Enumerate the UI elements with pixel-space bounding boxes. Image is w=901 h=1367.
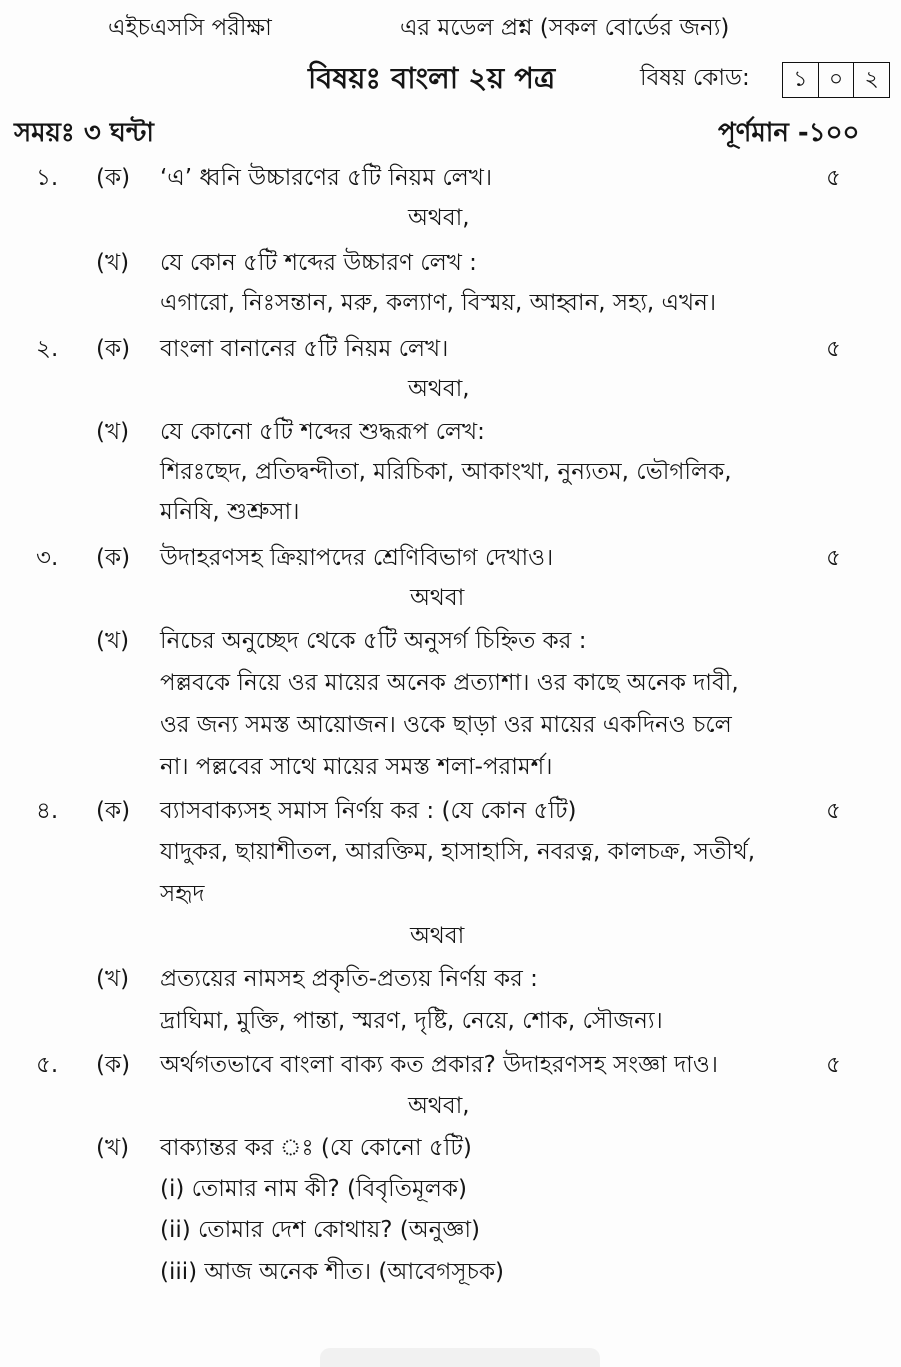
question-mark: ৫ [826, 545, 841, 571]
question-text: উদাহরণসহ ক্রিয়াপদের শ্রেণিবিভাগ দেখাও। [160, 545, 554, 571]
question-text: পল্লবকে নিয়ে ওর মায়ের অনেক প্রত্যাশা। ওর কাছে অনেক দাবী, [160, 670, 739, 696]
question-number: ৫. [36, 1052, 59, 1078]
option-label: (ক) [96, 1052, 131, 1078]
option-label: (খ) [96, 966, 130, 992]
option-label: (খ) [96, 250, 130, 276]
or-separator: অথবা [410, 585, 465, 611]
question-text: ‘এ’ ধ্বনি উচ্চারণের ৫টি নিয়ম লেখ। [160, 165, 493, 191]
exam-time: সময়ঃ ৩ ঘন্টা [14, 118, 154, 148]
exam-subtitle: এর মডেল প্রশ্ন (সকল বোর্ডের জন্য) [400, 15, 730, 41]
question-text: ওর জন্য সমস্ত আয়োজন। ওকে ছাড়া ওর মায়ের একদিনও চলে [160, 712, 732, 738]
question-text: অর্থগতভাবে বাংলা বাক্য কত প্রকার? উদাহরণসহ সংজ্ঞা দাও। [160, 1052, 718, 1078]
code-digit: ২ [864, 67, 879, 92]
question-text: দ্রাঘিমা, মুক্তি, পান্তা, স্মরণ, দৃষ্টি, নেয়ে, শোক, সৌজন্য। [160, 1008, 663, 1034]
option-label: (খ) [96, 419, 130, 445]
question-text: সহৃদ [160, 881, 205, 907]
question-text: এগারো, নিঃসন্তান, মরু, কল্যাণ, বিস্ময়, আহ্বান, সহ্য, এখন। [160, 290, 717, 316]
question-text: বাংলা বানানের ৫টি নিয়ম লেখ। [160, 336, 449, 362]
subject-title: বিষয়ঃ বাংলা ২য় পত্র [308, 61, 556, 95]
option-label: (ক) [96, 165, 131, 191]
question-number: ২. [36, 336, 59, 362]
question-number: ৩. [36, 545, 59, 571]
question-text: যে কোন ৫টি শব্দের উচ্চারণ লেখ : [160, 250, 477, 276]
question-text: (ii) তোমার দেশ কোথায়? (অনুজ্ঞা) [160, 1217, 481, 1243]
question-mark: ৫ [826, 1052, 841, 1078]
question-text: নিচের অনুচ্ছেদ থেকে ৫টি অনুসর্গ চিহ্নিত কর : [160, 628, 587, 654]
code-digit: ০ [819, 63, 855, 97]
exam-name: এইচএসসি পরীক্ষা [108, 15, 272, 41]
question-text: যাদুকর, ছায়াশীতল, আরক্তিম, হাসাহাসি, নবরত্ন, কালচক্র, সতীর্থ, [160, 839, 756, 865]
option-label: (ক) [96, 545, 131, 571]
option-label: (খ) [96, 628, 130, 654]
question-text: না। পল্লবের সাথে মায়ের সমস্ত শলা-পরামর্শ। [160, 754, 553, 780]
question-mark: ৫ [826, 165, 841, 191]
or-separator: অথবা, [408, 376, 470, 402]
option-label: (ক) [96, 336, 131, 362]
question-text: মনিষি, শুশ্রুসা। [160, 499, 300, 525]
question-text: বাক্যান্তর কর ঃ (যে কোনো ৫টি) [160, 1135, 472, 1161]
question-text: শিরঃছেদ, প্রতিদ্বন্দীতা, মরিচিকা, আকাংখা, নুন্যতম, ভৌগলিক, [160, 459, 732, 485]
question-text: যে কোনো ৫টি শব্দের শুদ্ধরূপ লেখ: [160, 419, 485, 445]
question-mark: ৫ [826, 798, 841, 824]
or-separator: অথবা [410, 923, 465, 949]
or-separator: অথবা, [408, 1093, 470, 1119]
question-text: (i) তোমার নাম কী? (বিবৃতিমূলক) [160, 1176, 467, 1202]
or-separator: অথবা, [408, 205, 470, 231]
question-text: প্রত্যয়ের নামসহ প্রকৃতি-প্রত্যয় নির্ণয় কর : [160, 966, 538, 992]
option-label: (ক) [96, 798, 131, 824]
bottom-blank-bar [320, 1348, 600, 1367]
question-number: ৪. [36, 798, 59, 824]
question-mark: ৫ [826, 336, 841, 362]
question-text: ব্যাসবাক্যসহ সমাস নির্ণয় কর : (যে কোন ৫টি) [160, 798, 577, 824]
subject-code-label: বিষয় কোড: [640, 65, 750, 91]
full-marks: পূর্ণমান -১০০ [718, 118, 860, 148]
question-number: ১. [36, 165, 59, 191]
code-digit: ১ [783, 63, 819, 97]
question-text: (iii) আজ অনেক শীত। (আবেগসূচক) [160, 1259, 505, 1285]
subject-code-box [782, 62, 890, 98]
option-label: (খ) [96, 1135, 130, 1161]
